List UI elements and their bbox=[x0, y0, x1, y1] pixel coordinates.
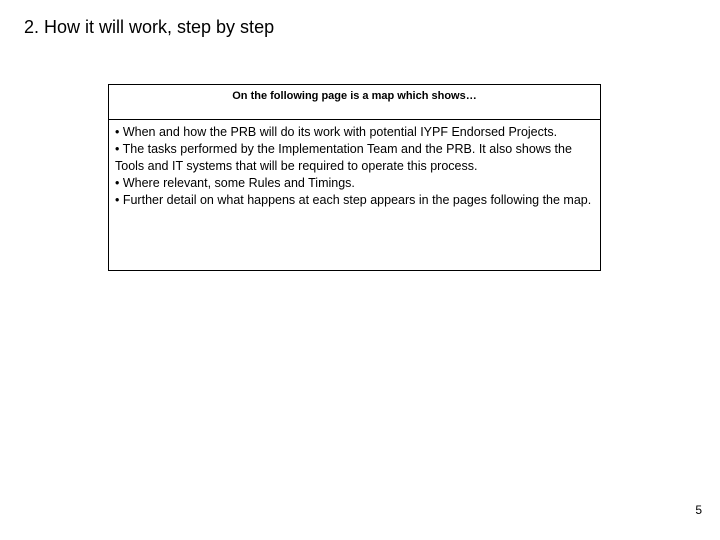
info-box-body bbox=[109, 120, 600, 209]
page-number: 5 bbox=[695, 503, 702, 517]
bullet-item: • When and how the PRB will do its work with potential IYPF Endorsed Projects. bbox=[115, 125, 558, 139]
bullet-item: • Further detail on what happens at each step appears in the pages following the map. bbox=[115, 193, 592, 207]
bullet-item: • The tasks performed by the Implementation Team and the PRB. It also shows the Tools and IT systems that will be required to operate this process. bbox=[115, 142, 572, 173]
info-box bbox=[108, 84, 601, 271]
slide-title: 2. How it will work, step by step bbox=[24, 17, 275, 37]
bullet-item: • Where relevant, some Rules and Timings. bbox=[115, 176, 355, 190]
info-box-header: On the following page is a map which shows… bbox=[109, 85, 600, 120]
